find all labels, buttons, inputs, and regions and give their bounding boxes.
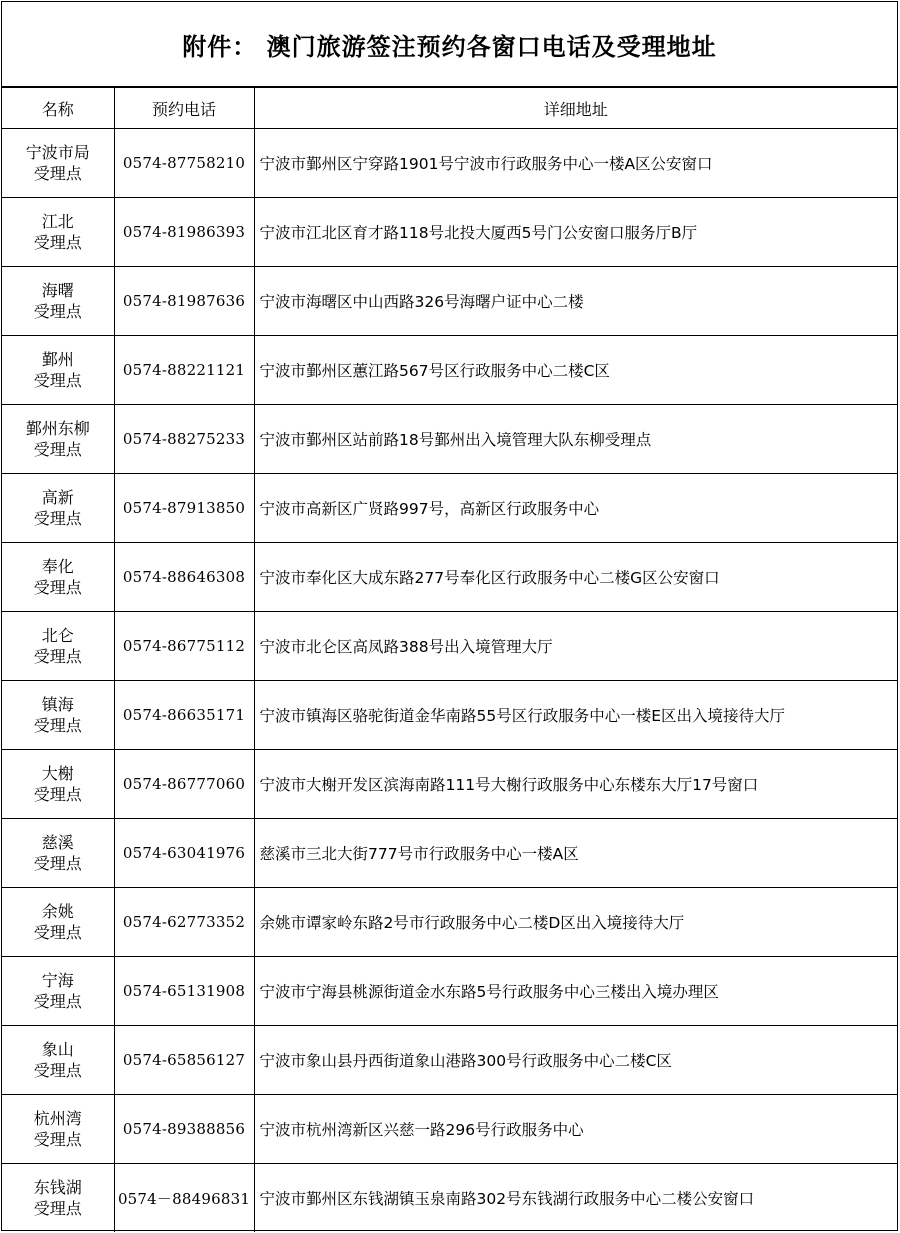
- service-point-name-line1: 慈溪: [41, 833, 74, 852]
- service-point-address: 宁波市杭州湾新区兴慈一路296号行政服务中心: [254, 1095, 897, 1164]
- table-row: [2, 750, 897, 819]
- appointment-phone: 0574-88275233: [114, 405, 254, 474]
- appointment-phone: 0574-81987636: [114, 267, 254, 336]
- service-point-name: [2, 957, 114, 1026]
- service-point-name: [2, 1026, 114, 1095]
- service-point-name: [2, 888, 114, 957]
- table-row: [2, 819, 897, 888]
- service-point-name-line2: 受理点: [33, 647, 82, 666]
- service-point-name-line1: 鄞州: [41, 350, 74, 369]
- service-point-address: 宁波市海曙区中山西路326号海曙户证中心二楼: [254, 267, 897, 336]
- service-point-name: [2, 474, 114, 543]
- header-address: 详细地址: [254, 88, 897, 129]
- service-point-name-line2: 受理点: [33, 233, 82, 252]
- appointment-phone: 0574-65856127: [114, 1026, 254, 1095]
- service-point-name: [2, 1095, 114, 1164]
- service-point-name-line2: 受理点: [33, 1199, 82, 1218]
- service-point-name-line2: 受理点: [33, 164, 82, 183]
- service-point-name-line2: 受理点: [33, 1130, 82, 1149]
- appointment-phone: 0574-62773352: [114, 888, 254, 957]
- service-point-name: [2, 405, 114, 474]
- service-point-name: [2, 1164, 114, 1233]
- table-row: [2, 474, 897, 543]
- service-point-address: 宁波市象山县丹西街道象山港路300号行政服务中心二楼C区: [254, 1026, 897, 1095]
- table-header-row: [2, 88, 897, 129]
- service-point-name-line2: 受理点: [33, 785, 82, 804]
- service-point-name-line2: 受理点: [33, 923, 82, 942]
- service-point-name: [2, 612, 114, 681]
- table-row: [2, 681, 897, 750]
- service-point-name-line2: 受理点: [33, 302, 82, 321]
- service-point-name: [2, 267, 114, 336]
- service-point-name-line2: 受理点: [33, 440, 82, 459]
- service-point-name-line1: 宁海: [41, 971, 74, 990]
- table-row: [2, 612, 897, 681]
- service-point-address: 宁波市鄞州区蕙江路567号区行政服务中心二楼C区: [254, 336, 897, 405]
- service-point-address: 宁波市鄞州区宁穿路1901号宁波市行政服务中心一楼A区公安窗口: [254, 129, 897, 198]
- appointment-phone: 0574-88646308: [114, 543, 254, 612]
- table-row: [2, 336, 897, 405]
- service-point-name-line1: 东钱湖: [33, 1178, 82, 1197]
- table-row: [2, 405, 897, 474]
- service-point-address: 宁波市江北区育才路118号北投大厦西5号门公安窗口服务厅B厅: [254, 198, 897, 267]
- appointment-phone: 0574-89388856: [114, 1095, 254, 1164]
- service-point-address: 宁波市宁海县桃源街道金水东路5号行政服务中心三楼出入境办理区: [254, 957, 897, 1026]
- service-point-name-line1: 余姚: [41, 902, 74, 921]
- appointment-phone: 0574－88496831: [114, 1164, 254, 1233]
- appointment-phone: 0574-88221121: [114, 336, 254, 405]
- table-row: [2, 957, 897, 1026]
- service-point-name-line2: 受理点: [33, 1061, 82, 1080]
- header-phone: 预约电话: [114, 88, 254, 129]
- appointment-phone: 0574-65131908: [114, 957, 254, 1026]
- table-row: [2, 267, 897, 336]
- service-point-name-line2: 受理点: [33, 992, 82, 1011]
- service-point-address: 宁波市鄞州区站前路18号鄞州出入境管理大队东柳受理点: [254, 405, 897, 474]
- service-point-name-line1: 高新: [41, 488, 74, 507]
- appointment-phone: 0574-86635171: [114, 681, 254, 750]
- service-point-name-line2: 受理点: [33, 716, 82, 735]
- appointment-phone: 0574-86775112: [114, 612, 254, 681]
- service-point-name-line1: 宁波市局: [25, 143, 90, 162]
- appointment-phone: 0574-63041976: [114, 819, 254, 888]
- service-point-name: [2, 819, 114, 888]
- service-point-name-line1: 江北: [41, 212, 74, 231]
- service-point-name: [2, 336, 114, 405]
- service-point-name-line1: 象山: [41, 1040, 74, 1059]
- table-row: [2, 129, 897, 198]
- table-row: [2, 198, 897, 267]
- service-point-address: 慈溪市三北大街777号市行政服务中心一楼A区: [254, 819, 897, 888]
- service-point-name-line1: 大榭: [41, 764, 74, 783]
- service-point-address: 宁波市高新区广贤路997号，高新区行政服务中心: [254, 474, 897, 543]
- document-title: 附件： 澳门旅游签注预约各窗口电话及受理地址: [2, 2, 897, 87]
- service-point-address: 宁波市鄞州区东钱湖镇玉泉南路302号东钱湖行政服务中心二楼公安窗口: [254, 1164, 897, 1233]
- service-point-name-line1: 鄞州东柳: [25, 419, 90, 438]
- service-points-table: [2, 87, 897, 1232]
- service-point-name-line1: 杭州湾: [33, 1109, 82, 1128]
- appointment-phone: 0574-87913850: [114, 474, 254, 543]
- service-point-address: 余姚市谭家岭东路2号市行政服务中心二楼D区出入境接待大厅: [254, 888, 897, 957]
- table-row: [2, 888, 897, 957]
- service-point-name-line1: 镇海: [41, 695, 74, 714]
- service-point-name: [2, 198, 114, 267]
- service-point-address: 宁波市镇海区骆驼街道金华南路55号区行政服务中心一楼E区出入境接待大厅: [254, 681, 897, 750]
- service-point-name-line2: 受理点: [33, 854, 82, 873]
- appointment-phone: 0574-81986393: [114, 198, 254, 267]
- table-row: [2, 1095, 897, 1164]
- table-row: [2, 1164, 897, 1233]
- header-name: 名称: [2, 88, 114, 129]
- appointment-phone: 0574-87758210: [114, 129, 254, 198]
- service-point-name-line2: 受理点: [33, 371, 82, 390]
- appointment-phone: 0574-86777060: [114, 750, 254, 819]
- service-point-address: 宁波市北仑区高凤路388号出入境管理大厅: [254, 612, 897, 681]
- table-row: [2, 1026, 897, 1095]
- table-row: [2, 543, 897, 612]
- service-point-name: [2, 129, 114, 198]
- service-point-name: [2, 750, 114, 819]
- appendix-sheet: [1, 1, 898, 1231]
- service-point-name-line1: 北仑: [41, 626, 74, 645]
- service-point-address: 宁波市大榭开发区滨海南路111号大榭行政服务中心东楼东大厅17号窗口: [254, 750, 897, 819]
- service-point-name-line1: 奉化: [41, 557, 74, 576]
- service-point-address: 宁波市奉化区大成东路277号奉化区行政服务中心二楼G区公安窗口: [254, 543, 897, 612]
- service-point-name: [2, 681, 114, 750]
- service-point-name-line2: 受理点: [33, 578, 82, 597]
- service-point-name-line2: 受理点: [33, 509, 82, 528]
- service-point-name: [2, 543, 114, 612]
- service-point-name-line1: 海曙: [41, 281, 74, 300]
